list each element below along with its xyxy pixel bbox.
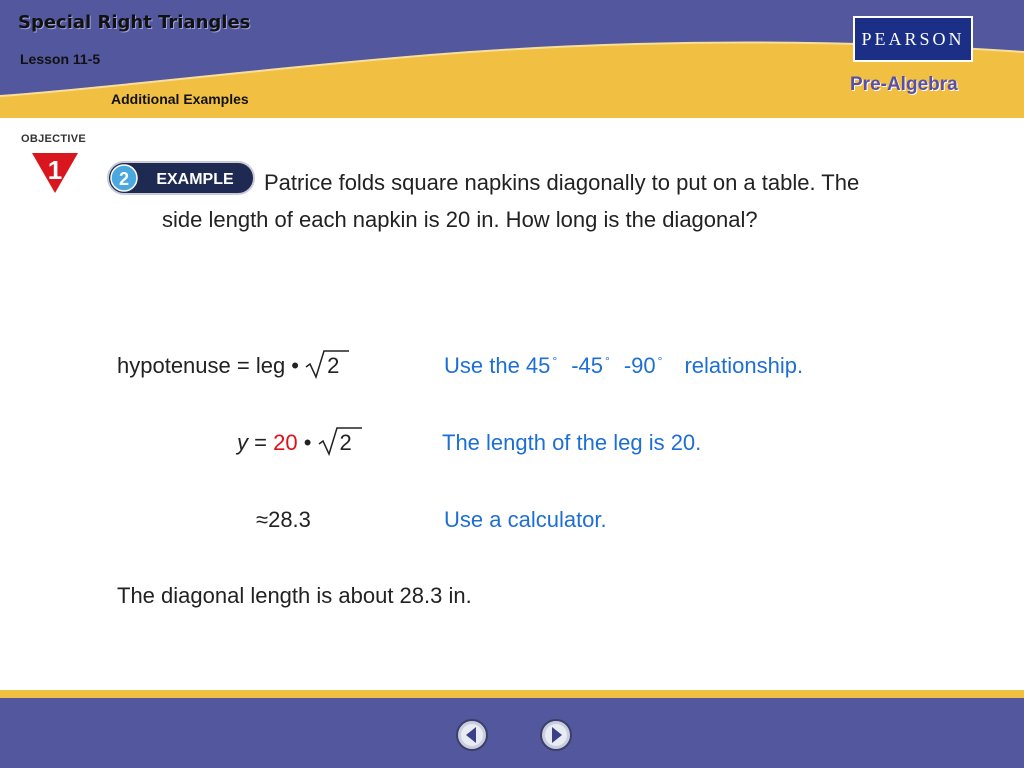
approx-symbol: ≈	[256, 507, 269, 532]
step-3-note: Use a calculator.	[444, 507, 607, 532]
degree-symbol: °	[657, 353, 663, 368]
objective-label: OBJECTIVE	[21, 133, 87, 145]
radical-sign-icon	[318, 426, 362, 458]
objective-number: 1	[47, 155, 63, 185]
slide-title: Special Right Triangles	[18, 12, 251, 33]
footer-bar	[0, 690, 1024, 768]
example-number: 2	[118, 169, 130, 189]
radical-sign-icon	[305, 349, 349, 381]
equals-sign: =	[254, 430, 267, 455]
note-part: Use the 45	[444, 353, 551, 378]
problem-statement: Patrice folds square napkins diagonally to put on a table. The side length of each napkin is 20 in. How long is the diagonal?	[162, 170, 860, 232]
pearson-logo: PEARSON	[853, 16, 973, 62]
lesson-label: Lesson 11-5	[20, 51, 101, 67]
step-3-math	[256, 507, 311, 533]
radicand: 2	[327, 353, 340, 378]
step-1-formula: hypotenuse = leg •	[117, 353, 300, 378]
step-2-math	[237, 430, 352, 456]
note-part: -90	[623, 353, 656, 378]
radicand: 2	[339, 430, 352, 455]
example-label: EXAMPLE	[156, 171, 234, 188]
slide-header	[0, 0, 1024, 118]
objective-triangle-icon	[30, 147, 80, 195]
previous-slide-button[interactable]	[455, 718, 489, 752]
leg-value: 20	[273, 430, 298, 455]
degree-symbol: °	[605, 353, 610, 368]
multiply-dot: •	[303, 430, 312, 455]
next-slide-button[interactable]	[539, 718, 573, 752]
step-2-note: The length of the leg is 20.	[442, 430, 702, 455]
note-part: -45	[571, 353, 604, 378]
result-value: 28.3	[268, 507, 311, 532]
note-part: relationship.	[684, 353, 804, 378]
degree-symbol: °	[552, 353, 558, 368]
sqrt-expression	[305, 353, 339, 379]
conclusion: The diagonal length is about 28.3 in.	[117, 583, 472, 608]
objective-badge	[16, 133, 92, 197]
sqrt-expression	[318, 430, 352, 456]
step-1-note	[444, 353, 803, 379]
course-name: Pre-Algebra	[850, 74, 958, 95]
variable-y: y	[237, 430, 248, 455]
section-label: Additional Examples	[111, 91, 249, 107]
step-1-math	[117, 353, 339, 379]
